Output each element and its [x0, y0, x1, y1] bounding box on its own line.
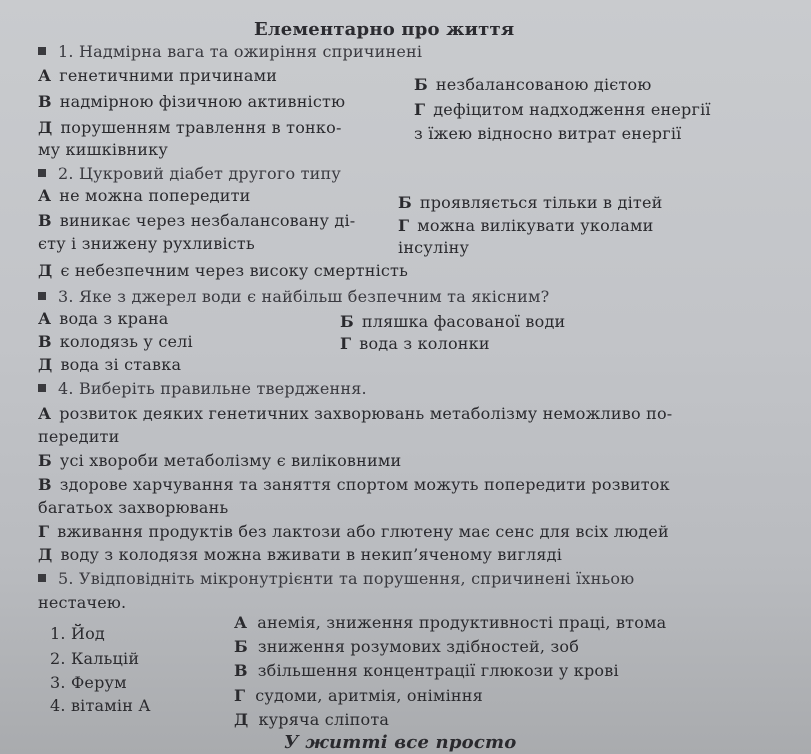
q4-option-b: Б усі хвороби метаболізму є виліковними	[38, 451, 402, 470]
q3-option-b: Б пляшка фасованої води	[340, 312, 566, 331]
q5-right-item: Г судоми, аритмія, оніміння	[234, 686, 483, 705]
q1-option-b: Б незбалансованою дієтою	[414, 75, 652, 94]
bullet-icon	[38, 169, 46, 177]
q3-option-v: В колодязь у селі	[38, 332, 193, 351]
q1-option-v: В надмірною фізичною активністю	[38, 92, 346, 111]
q3-option-g: Г вода з колонки	[340, 334, 490, 353]
bullet-icon	[38, 574, 46, 582]
bullet-icon	[38, 47, 46, 55]
bullet-icon	[38, 384, 46, 392]
q5-right-item: В збільшення концентрації глюкози у крові	[234, 661, 619, 680]
question-1-text: 1. Надмірна вага та ожиріння спричинені	[58, 42, 423, 61]
question-2	[38, 164, 341, 184]
q1-option-g-cont: з їжею відносно витрат енергії	[414, 124, 682, 143]
q2-option-g: Г можна вилікувати уколами	[398, 216, 654, 235]
q4-option-v: В здорове харчування та заняття спортом можуть попередити розвиток	[38, 475, 670, 494]
q5-right-item: Б зниження розумових здібностей, зоб	[234, 637, 580, 656]
q3-option-d: Д вода зі ставка	[38, 355, 182, 374]
question-5-text: 5. Увідповідніть мікронутрієнти та порушення, спричинені їхньою	[58, 569, 635, 588]
q2-option-d: Д є небезпечним через високу смертність	[38, 261, 409, 280]
q4-option-g: Г вживання продуктів без лактози або глютену має сенс для всіх людей	[38, 522, 669, 541]
q5-left-item: 4. вітамін А	[50, 696, 151, 715]
q1-option-g: Г дефіцитом надходження енергії	[414, 100, 711, 119]
q2-option-v: В виникає через незбалансовану ді-	[38, 211, 356, 230]
question-1	[38, 42, 422, 62]
question-5	[38, 569, 634, 589]
question-4-text: 4. Виберіть правильне твердження.	[58, 379, 367, 398]
q4-option-v-cont: багатьох захворювань	[38, 498, 229, 517]
q1-option-d: Д порушенням травлення в тонко-	[38, 118, 342, 137]
question-4	[38, 379, 367, 399]
q5-right-item: А анемія, зниження продуктивності праці, втома	[234, 613, 667, 632]
page-title: Елементарно про життя	[254, 19, 515, 40]
q4-option-d: Д воду з колодязя можна вживати в некип’яченому вигляді	[38, 545, 563, 564]
q3-option-a: А вода з крана	[38, 309, 169, 328]
q2-option-g-cont: інсуліну	[398, 238, 470, 257]
bullet-icon	[38, 292, 46, 300]
q1-option-d-cont: му кишківнику	[38, 140, 168, 159]
q2-option-a: А не можна попередити	[38, 186, 251, 205]
q2-option-v-cont: єту і знижену рухливість	[38, 234, 255, 253]
q4-option-a-cont: передити	[38, 427, 120, 446]
question-2-text: 2. Цукровий діабет другого типу	[58, 164, 341, 183]
footer-heading: У житті все просто	[284, 732, 517, 753]
question-3-text: 3. Яке з джерел води є найбільш безпечним та якісним?	[58, 287, 550, 306]
q5-left-item: 3. Ферум	[50, 673, 127, 692]
q2-option-b: Б проявляється тільки в дітей	[398, 193, 663, 212]
q5-left-item: 2. Кальцій	[50, 649, 140, 668]
q4-option-a: А розвиток деяких генетичних захворювань метаболізму неможливо по-	[38, 404, 673, 423]
q1-option-a: А генетичними причинами	[38, 66, 278, 85]
question-5-cont: нестачею.	[38, 593, 127, 612]
question-3	[38, 287, 549, 307]
q5-right-item: Д куряча сліпота	[234, 710, 390, 729]
q5-left-item: 1. Йод	[50, 624, 105, 643]
